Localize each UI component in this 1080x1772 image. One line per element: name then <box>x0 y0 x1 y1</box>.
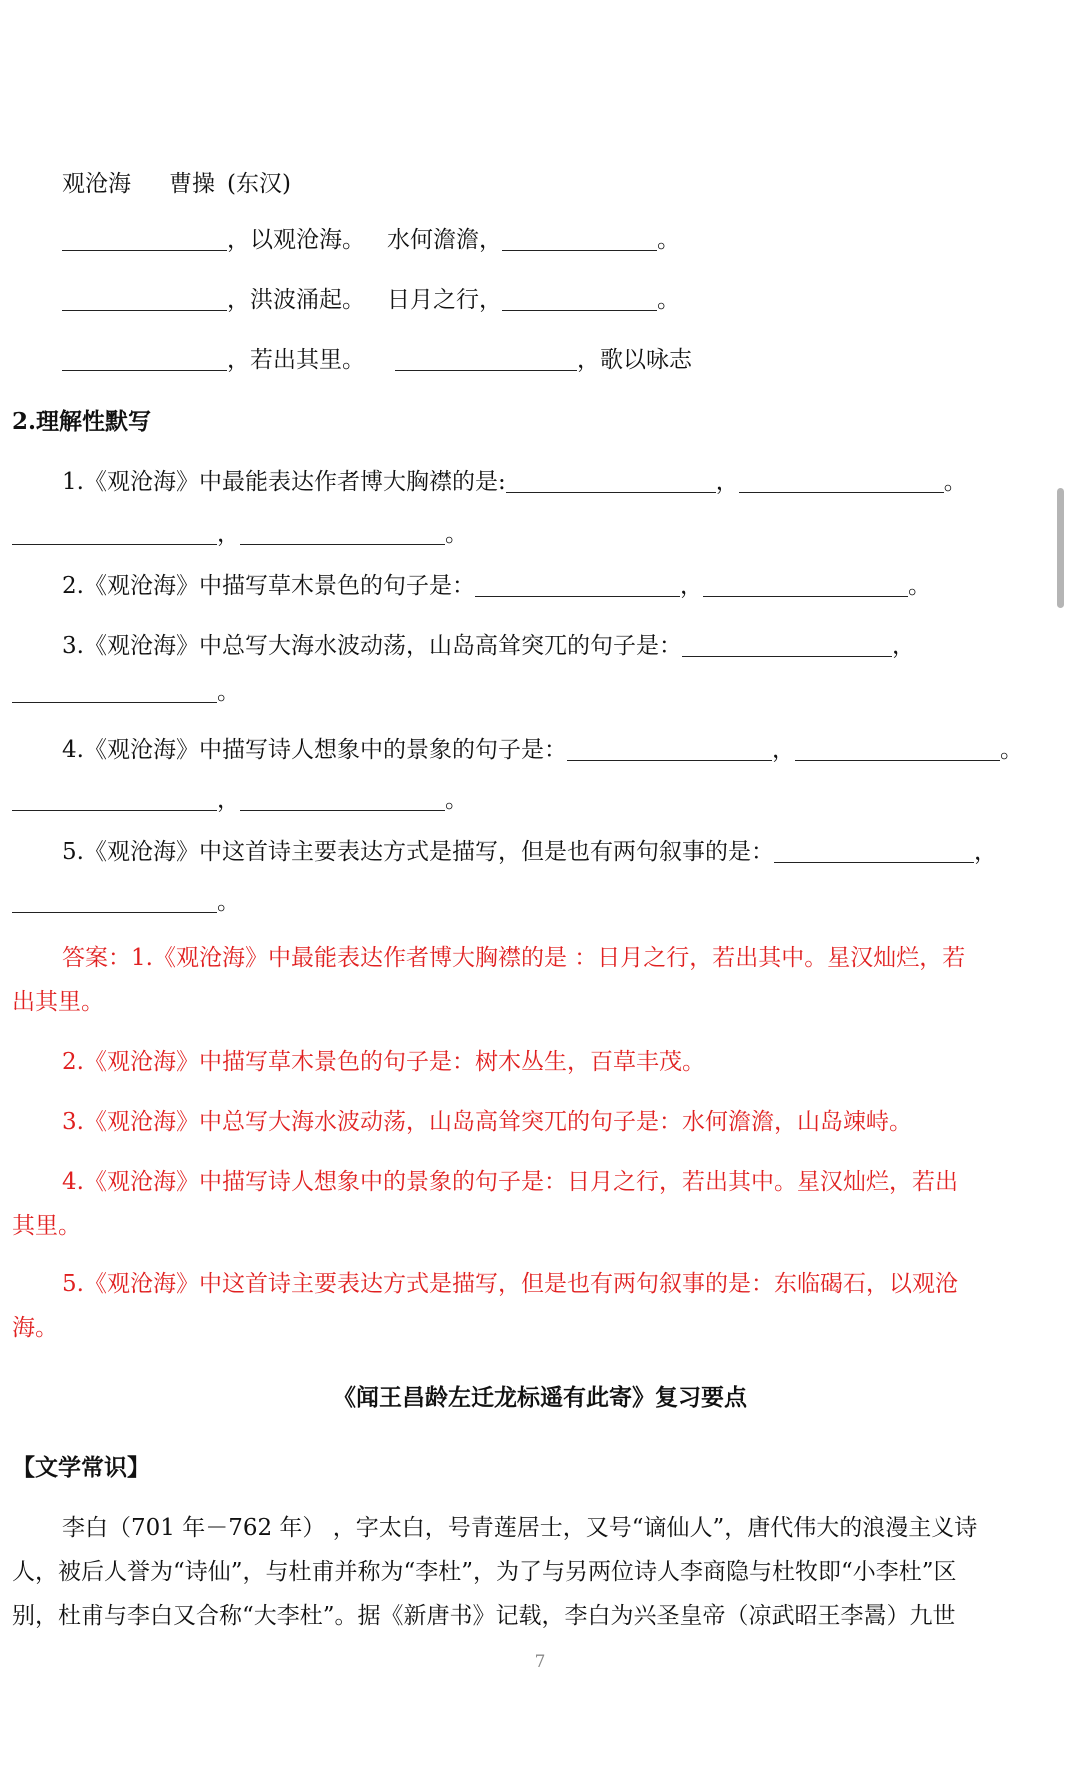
punct: 。 <box>445 787 468 813</box>
question-2 <box>62 564 1068 608</box>
question-5-cont <box>12 880 1068 924</box>
poem-line-3 <box>62 338 1068 382</box>
scrollbar-thumb[interactable] <box>1057 488 1064 608</box>
page-number: 7 <box>534 1652 546 1672</box>
question-text: 1.《观沧海》中最能表达作者博大胸襟的是: <box>62 469 506 495</box>
answer-blank[interactable] <box>567 734 772 761</box>
answer-blank[interactable] <box>240 518 445 545</box>
review-paragraph-line-3: 别，杜甫与李白又合称“大李杜”。据《新唐书》记载，李白为兴圣皇帝（凉武昭王李暠）九世 <box>12 1603 956 1629</box>
question-1-cont <box>12 512 1068 556</box>
question-text: 5.《观沧海》中这首诗主要表达方式是描写，但是也有两句叙事的是： <box>62 839 774 865</box>
question-text: 2.《观沧海》中描写草木景色的句子是： <box>62 573 475 599</box>
review-paragraph-line-2: 人，被后人誉为“诗仙”，与杜甫并称为“李杜”，为了与另两位诗人李商隐与杜牧即“小李杜”区 <box>12 1559 957 1585</box>
poem-line-1 <box>62 218 1068 262</box>
answer-1-cont: 出其里。 <box>12 989 104 1015</box>
punct: 。 <box>907 573 931 599</box>
review-paragraph-line-1: 李白（701 年－762 年） ，字太白，号青莲居士，又号“谪仙人”，唐代伟大的浪漫主义诗 <box>62 1515 978 1541</box>
answer-blank[interactable] <box>739 466 944 493</box>
question-3-cont <box>12 670 1068 714</box>
punct: 。 <box>943 469 967 495</box>
punct: ， <box>217 521 240 547</box>
punct: 。 <box>445 521 468 547</box>
question-1 <box>62 460 1068 504</box>
punct: ， <box>217 787 240 813</box>
poem-text: 。 <box>657 227 680 253</box>
punct: 。 <box>217 889 240 915</box>
punct: ， <box>771 737 795 763</box>
poem-header <box>62 162 1068 206</box>
answer-4-cont: 其里。 <box>12 1213 81 1239</box>
answer-blank[interactable] <box>795 734 1000 761</box>
poem-text: 日月之行， <box>387 287 502 313</box>
answer-4: 4.《观沧海》中描写诗人想象中的景象的句子是：日月之行，若出其中。星汉灿烂，若出 <box>62 1169 958 1195</box>
answer-blank[interactable] <box>12 784 217 811</box>
poem-text: ，歌以咏志 <box>577 347 692 373</box>
punct: ， <box>973 839 997 865</box>
question-5 <box>62 830 1068 874</box>
answer-blank[interactable] <box>12 518 217 545</box>
poem-title: 观沧海 <box>62 171 131 197</box>
answer-blank[interactable] <box>682 630 892 657</box>
answer-2: 2.《观沧海》中描写草木景色的句子是：树木丛生，百草丰茂。 <box>62 1049 705 1075</box>
poem-text: ，洪波涌起。 <box>227 287 365 313</box>
review-title: 《闻王昌龄左迁龙标遥有此寄》复习要点 <box>333 1384 747 1411</box>
punct: ， <box>679 573 703 599</box>
poem-dynasty: (东汉) <box>227 171 291 197</box>
section-heading: 2.理解性默写 <box>12 408 152 435</box>
review-subheading: 【文学常识】 <box>12 1454 150 1481</box>
answer-5: 5.《观沧海》中这首诗主要表达方式是描写，但是也有两句叙事的是：东临碣石，以观沧 <box>62 1271 958 1297</box>
punct: 。 <box>217 679 240 705</box>
punct: 。 <box>999 737 1023 763</box>
answer-blank[interactable] <box>502 284 657 311</box>
answer-blank[interactable] <box>62 224 227 251</box>
answer-blank[interactable] <box>395 344 577 371</box>
answer-blank[interactable] <box>240 784 445 811</box>
answer-blank[interactable] <box>12 676 217 703</box>
question-text: 3.《观沧海》中总写大海水波动荡，山岛高耸突兀的句子是： <box>62 633 682 659</box>
question-text: 4.《观沧海》中描写诗人想象中的景象的句子是： <box>62 737 567 763</box>
punct: ， <box>715 469 739 495</box>
poem-line-2 <box>62 278 1068 322</box>
answer-blank[interactable] <box>502 224 657 251</box>
poem-text: ，若出其里。 <box>227 347 365 373</box>
answer-blank[interactable] <box>62 284 227 311</box>
question-4-cont <box>12 778 1068 822</box>
poem-author: 曹操 <box>169 171 215 197</box>
answer-blank[interactable] <box>12 886 217 913</box>
poem-text: ，以观沧海。 <box>227 227 365 253</box>
answer-blank[interactable] <box>475 570 680 597</box>
answer-blank[interactable] <box>703 570 908 597</box>
answer-blank[interactable] <box>506 466 716 493</box>
question-4 <box>62 728 1068 772</box>
question-3 <box>62 624 1068 668</box>
answer-blank[interactable] <box>774 836 974 863</box>
answer-1: 答案：1.《观沧海》中最能表达作者博大胸襟的是 ：日月之行，若出其中。星汉灿烂，若 <box>62 945 966 971</box>
answer-3: 3.《观沧海》中总写大海水波动荡，山岛高耸突兀的句子是：水何澹澹，山岛竦峙。 <box>62 1109 912 1135</box>
answer-blank[interactable] <box>62 344 227 371</box>
answer-5-cont: 海。 <box>12 1315 58 1341</box>
punct: ， <box>891 633 915 659</box>
poem-text: 水何澹澹， <box>387 227 502 253</box>
poem-text: 。 <box>657 287 680 313</box>
